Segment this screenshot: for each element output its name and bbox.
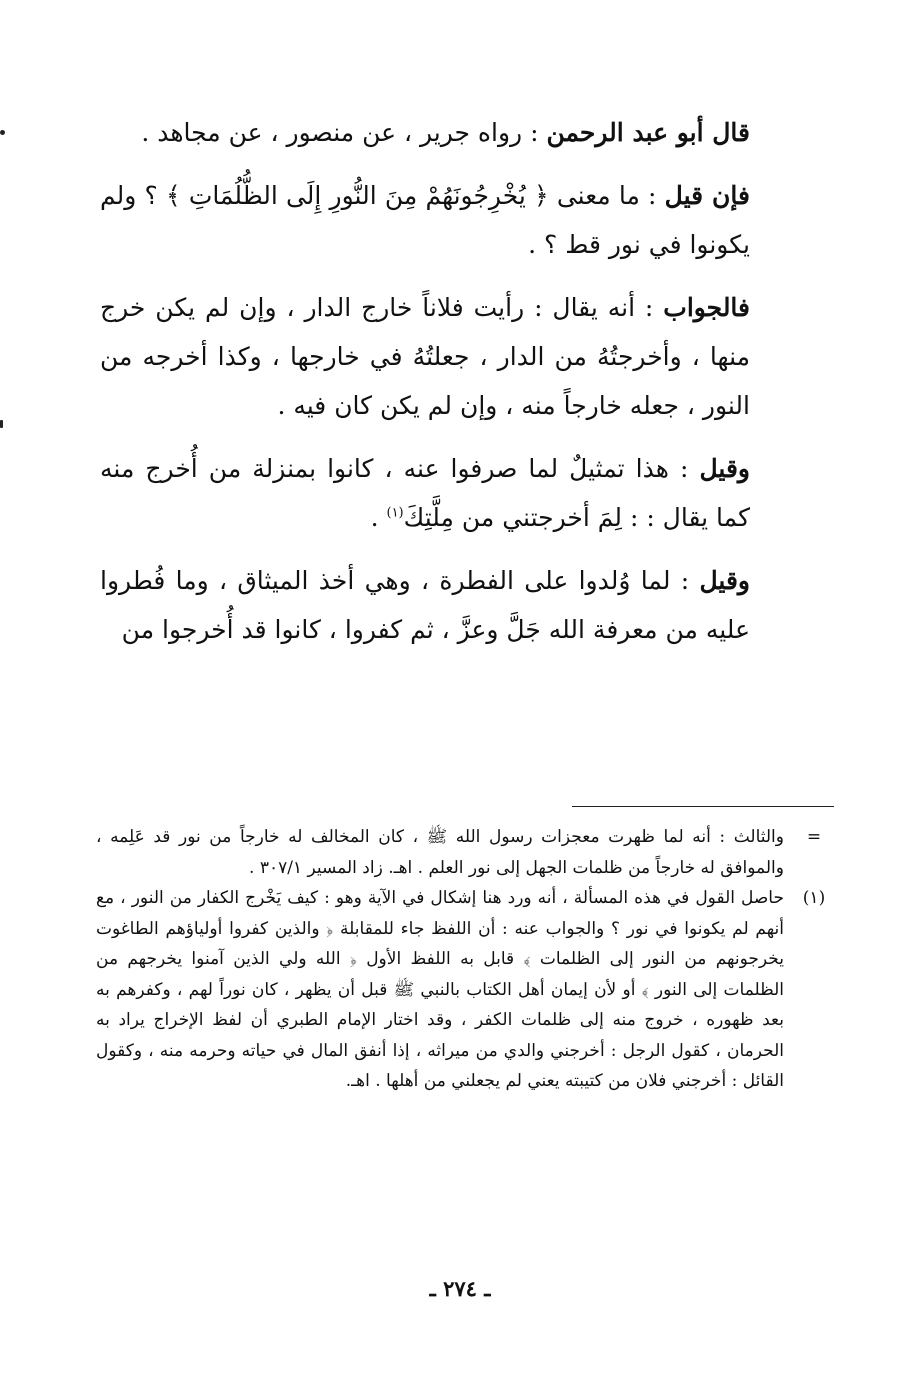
margin-dot <box>0 130 5 135</box>
footnote-marker: = <box>806 827 822 847</box>
footnote-separator <box>572 806 834 807</box>
paragraph-lead: وقيل <box>699 566 750 595</box>
footnote-text: والثالث : أنه لما ظهرت معجزات رسول الله ﷺ ، كان المخالف له خارجاً من نور قد عَلِمه ، والموافق له خارجاً من ظلمات الجهل إلى نور العلم . اهـ. زاد المسير ٣٠٧/١ . <box>96 827 784 878</box>
main-text <box>100 108 750 668</box>
footnote <box>96 883 836 1097</box>
paragraph-lead: وقيل <box>699 454 750 483</box>
paragraph <box>100 444 750 542</box>
footnotes <box>96 822 836 1097</box>
paragraph-text: : ما معنى <box>556 181 657 210</box>
footnote <box>96 822 836 883</box>
paragraph <box>100 283 750 430</box>
paragraph <box>100 556 750 654</box>
page-number: ـ ٢٧٤ ـ <box>429 1276 491 1301</box>
paragraph-text: ؟ ولم يكونوا في نور قط ؟ . <box>100 181 750 259</box>
paragraph-lead: فالجواب <box>663 293 750 322</box>
paragraph-text: : هذا تمثيلٌ لما صرفوا عنه ، كانوا بمنزلة من أُخرج منه كما يقال : : لِمَ أخرجتني من مِلَّتِكَ <box>100 454 750 532</box>
footnote-marker: (١) <box>802 888 826 908</box>
quran-verse: ﴿ يُخْرِجُونَهُمْ مِنَ النُّورِ إِلَى الظُّلُمَاتِ ﴾ <box>165 181 549 210</box>
footnote-reference: (١) <box>386 505 404 521</box>
margin-dot <box>0 420 3 428</box>
paragraph-text: : لما وُلدوا على الفطرة ، وهي أخذ الميثاق ، وما فُطروا عليه من معرفة الله جَلَّ وعزَّ ، ثم كفروا ، كانوا قد أُخرجوا من <box>100 566 750 644</box>
paragraph <box>100 171 750 269</box>
paragraph-end: . <box>370 503 379 532</box>
paragraph-text: : أنه يقال : رأيت فلاناً خارج الدار ، وإن لم يكن خرج منها ، وأخرجتُهُ من الدار ، جعلتُهُ في خارجها ، وكذا أخرجه من النور ، جعله خارجاً منه ، وإن لم يكن كان فيه . <box>100 293 750 420</box>
paragraph <box>100 108 750 157</box>
footnote-text: حاصل القول في هذه المسألة ، أنه ورد هنا إشكال في الآية وهو : كيف يَخْرج الكفار من النور ، مع أنهم لم يكونوا في نور ؟ والجواب عنه : أن اللفظ جاء للمقابلة ﴿ والذين كفروا أولياؤهم الطاغوت يخرجونهم من النور إلى الظلمات ﴾ قابل به اللفظ الأول ﴿ الله ولي الذين آمنوا يخرجهم من الظلمات إلى النور ﴾ أو لأن إيمان أهل الكتاب بالنبي ﷺ قبل أن يظهر ، كان نوراً لهم ، وكفرهم به بعد ظهوره ، خروج منه إلى ظلمات الكفر ، وقد اختار الإمام الطبري أن لفظ الإخراج يراد به الحرمان ، كقول الرجل : أخرجني والدي من ميراثه ، إذا أنفق المال في حياته وحرمه منه ، وكقول القائل : أخرجني فلان من كتيبته يعني لم يجعلني من أهلها . اهـ. <box>96 888 784 1091</box>
paragraph-lead: فإن قيل <box>664 181 750 210</box>
paragraph-text: : رواه جرير ، عن منصور ، عن مجاهد . <box>141 118 539 147</box>
paragraph-lead: قال أبو عبد الرحمن <box>546 118 750 147</box>
